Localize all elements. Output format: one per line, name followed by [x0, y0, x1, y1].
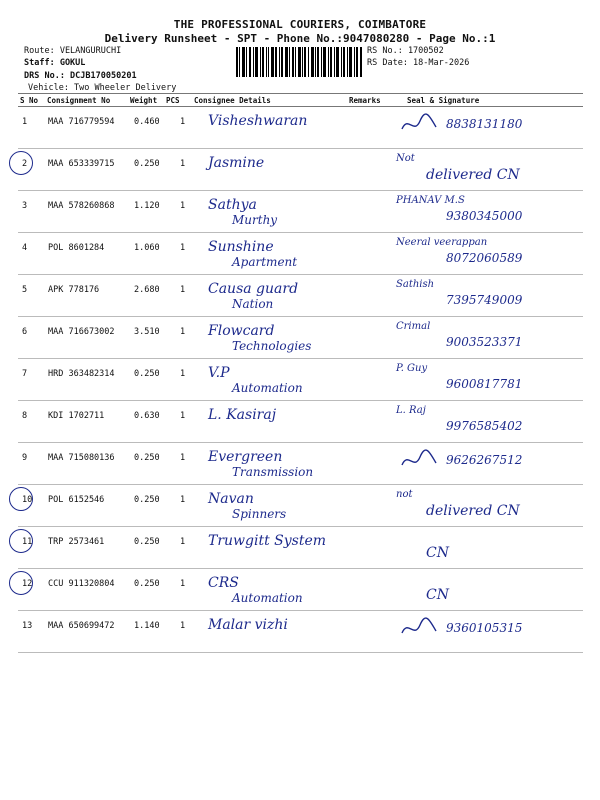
table-row	[18, 191, 583, 233]
weight-value: 2.680	[134, 285, 160, 295]
col-weight: Weight	[130, 96, 158, 105]
pieces-count: 1	[180, 243, 186, 253]
signature-phone: 7395749009	[446, 293, 523, 307]
weight-value: 0.630	[134, 411, 160, 421]
pieces-count: 1	[180, 285, 186, 295]
signature-phone: 9626267512	[446, 453, 523, 467]
serial-number: 9	[22, 453, 28, 463]
signature-phone: 9600817781	[446, 377, 523, 391]
weight-value: 0.250	[134, 453, 160, 463]
serial-number: 7	[22, 369, 28, 379]
vehicle-label: Vehicle: Two Wheeler Delivery	[28, 83, 177, 93]
consignee-name: L. Kasiraj	[208, 407, 277, 423]
staff-label: Staff: GOKUL	[24, 58, 86, 68]
consignee-name: Sunshine	[208, 239, 274, 255]
signature-remark: L. Raj	[396, 405, 426, 416]
drs-number: DRS No.: DCJB170050201	[24, 71, 137, 81]
pieces-count: 1	[180, 537, 186, 547]
signature-scribble-icon	[400, 111, 440, 137]
serial-number: 1	[22, 117, 28, 127]
circled-mark-icon	[9, 571, 33, 595]
signature-phone: 8072060589	[446, 251, 523, 265]
signature-phone: 9360105315	[446, 621, 523, 635]
rs-date: RS Date: 18-Mar-2026	[367, 58, 470, 68]
signature-phone: 8838131180	[446, 117, 523, 131]
serial-number: 4	[22, 243, 28, 253]
weight-value: 0.250	[134, 369, 160, 379]
company-title: THE PROFESSIONAL COURIERS, COIMBATORE	[173, 18, 427, 31]
rs-number: RS No.: 1700502	[367, 46, 444, 56]
table-row	[18, 233, 583, 275]
serial-number: 11	[22, 537, 33, 547]
consignment-number: TRP 2573461	[48, 537, 105, 547]
route-label: Route: VELANGURUCHI	[24, 46, 122, 56]
weight-value: 0.250	[134, 159, 160, 169]
consignee-name: Flowcard	[208, 323, 275, 339]
circled-mark-icon	[9, 529, 33, 553]
consignee-name-line2: Transmission	[232, 465, 314, 479]
consignee-name: Malar vizhi	[208, 617, 288, 633]
consignee-name-line2: Apartment	[232, 255, 298, 269]
signature-remark: Neeral veerappan	[396, 237, 488, 248]
signature-remark-line2: delivered CN	[426, 167, 520, 183]
pieces-count: 1	[180, 327, 186, 337]
pieces-count: 1	[180, 117, 186, 127]
consignee-name-line2: Automation	[232, 591, 303, 605]
consignment-number: HRD 363482314	[48, 369, 115, 379]
consignment-number: MAA 715080136	[48, 453, 115, 463]
col-seal-signature: Seal & Signature	[407, 96, 480, 105]
signature-remark: Not	[396, 153, 415, 164]
table-row	[18, 401, 583, 443]
pieces-count: 1	[180, 159, 186, 169]
signature-remark: Crimal	[396, 321, 431, 332]
signature-remark: PHANAV M.S	[396, 195, 465, 206]
signature-remark: not	[396, 489, 413, 500]
consignee-name: Navan	[208, 491, 254, 507]
weight-value: 0.250	[134, 579, 160, 589]
consignee-name-line2: Automation	[232, 381, 303, 395]
table-row	[18, 485, 583, 527]
weight-value: 3.510	[134, 327, 160, 337]
weight-value: 1.060	[134, 243, 160, 253]
runsheet-subtitle: Delivery Runsheet - SPT - Phone No.:9047080280 - Page No.:1	[104, 32, 496, 45]
consignment-number: APK 778176	[48, 285, 100, 295]
table-row	[18, 569, 583, 611]
col-consignment: Consignment No	[47, 96, 111, 105]
col-sno: S No	[20, 96, 39, 105]
table-row	[18, 611, 583, 653]
consignment-number: MAA 716779594	[48, 117, 115, 127]
consignee-name: Jasmine	[208, 155, 265, 171]
consignee-name: Sathya	[208, 197, 257, 213]
consignee-name: Truwgitt System	[208, 533, 327, 549]
signature-scribble-icon	[400, 615, 440, 641]
signature-scribble-icon	[400, 447, 440, 473]
consignment-number: CCU 911320804	[48, 579, 115, 589]
consignment-number: POL 6152546	[48, 495, 105, 505]
weight-value: 1.120	[134, 201, 160, 211]
consignee-name: Causa guard	[208, 281, 299, 297]
header-top-rule	[18, 93, 583, 94]
pieces-count: 1	[180, 201, 186, 211]
serial-number: 3	[22, 201, 28, 211]
consignee-name-line2: Nation	[232, 297, 274, 311]
consignee-name: Evergreen	[208, 449, 283, 465]
consignment-number: MAA 650699472	[48, 621, 115, 631]
pieces-count: 1	[180, 621, 186, 631]
signature-phone: 9380345000	[446, 209, 523, 223]
table-row	[18, 443, 583, 485]
serial-number: 5	[22, 285, 28, 295]
circled-mark-icon	[9, 487, 33, 511]
col-remarks: Remarks	[349, 96, 381, 105]
pieces-count: 1	[180, 495, 186, 505]
col-consignee: Consignee Details	[194, 96, 271, 105]
signature-phone: 9976585402	[446, 419, 523, 433]
serial-number: 2	[22, 159, 28, 169]
signature-remark: Sathish	[396, 279, 435, 290]
serial-number: 12	[22, 579, 33, 589]
serial-number: 13	[22, 621, 33, 631]
serial-number: 8	[22, 411, 28, 421]
weight-value: 0.250	[134, 537, 160, 547]
consignee-name-line2: Spinners	[232, 507, 287, 521]
consignment-number: POL 8601284	[48, 243, 105, 253]
consignment-number: KDI 1702711	[48, 411, 105, 421]
consignment-number: MAA 653339715	[48, 159, 115, 169]
consignment-number: MAA 716673002	[48, 327, 115, 337]
weight-value: 0.250	[134, 495, 160, 505]
pieces-count: 1	[180, 369, 186, 379]
table-row	[18, 149, 583, 191]
signature-phone: 9003523371	[446, 335, 523, 349]
pieces-count: 1	[180, 453, 186, 463]
signature-remark-line2: delivered CN	[426, 503, 520, 519]
table-row	[18, 275, 583, 317]
table-row	[18, 527, 583, 569]
consignee-name: V.P	[208, 365, 230, 381]
consignee-name-line2: Technologies	[232, 339, 312, 353]
serial-number: 10	[22, 495, 33, 505]
barcode-image	[236, 47, 362, 77]
table-row	[18, 107, 583, 149]
pieces-count: 1	[180, 579, 186, 589]
circled-mark-icon	[9, 151, 33, 175]
weight-value: 1.140	[134, 621, 160, 631]
signature-remark-line2: CN	[426, 545, 449, 561]
consignee-name: Visheshwaran	[208, 113, 308, 129]
table-row	[18, 317, 583, 359]
consignee-name-line2: Murthy	[232, 213, 278, 227]
weight-value: 0.460	[134, 117, 160, 127]
signature-remark: P. Guy	[396, 363, 428, 374]
consignment-number: MAA 578260868	[48, 201, 115, 211]
table-row	[18, 359, 583, 401]
serial-number: 6	[22, 327, 28, 337]
pieces-count: 1	[180, 411, 186, 421]
signature-remark-line2: CN	[426, 587, 449, 603]
col-pcs: PCS	[166, 96, 180, 105]
consignee-name: CRS	[208, 575, 239, 591]
